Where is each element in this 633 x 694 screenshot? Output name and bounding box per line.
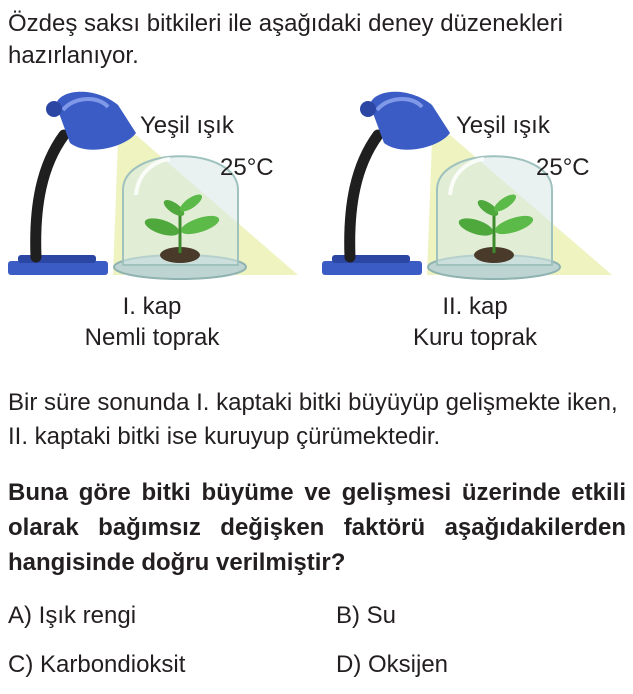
option-c-text: Karbondioksit xyxy=(40,651,186,678)
temperature-label-2: 25°C xyxy=(536,154,590,181)
option-b-text: Su xyxy=(366,602,397,629)
option-d-letter: D) xyxy=(336,651,362,678)
container-label-1: I. kap xyxy=(122,293,182,320)
light-label-1: Yeşil ışık xyxy=(140,112,234,139)
experiment-setup-1 xyxy=(8,85,308,360)
question-prompt: Buna göre bitki büyüme ve gelişmesi üzerinde etkili olarak bağımsız değişken faktörü aşağıdakilerden hangisinde doğru verilmiştir? xyxy=(8,479,626,576)
option-b[interactable] xyxy=(336,602,396,630)
option-c[interactable] xyxy=(8,651,185,679)
experiment-setup-2 xyxy=(322,85,622,360)
option-a-text: Işık rengi xyxy=(38,602,137,629)
container-label-2: II. kap xyxy=(442,293,508,320)
light-label-2: Yeşil ışık xyxy=(456,112,550,139)
option-d-text: Oksijen xyxy=(368,651,449,678)
option-b-letter: B) xyxy=(336,602,360,629)
temperature-label-1: 25°C xyxy=(220,154,274,181)
soil-label-2: Kuru toprak xyxy=(412,324,538,351)
question-intro: Özdeş saksı bitkileri ile aşağıdaki deney düzenekleri hazırlanıyor. xyxy=(8,10,563,69)
observation-text: Bir süre sonunda I. kaptaki bitki büyüyüp gelişmekte iken, II. kaptaki bitki ise kuruyup çürümektedir. xyxy=(8,389,618,450)
experiment-caption-1 xyxy=(2,291,302,353)
option-a-letter: A) xyxy=(8,602,32,629)
option-c-letter: C) xyxy=(8,651,34,678)
experiment-caption-2 xyxy=(325,291,625,353)
option-a[interactable] xyxy=(8,602,136,630)
soil-label-1: Nemli toprak xyxy=(84,324,220,351)
option-d[interactable] xyxy=(336,651,448,679)
